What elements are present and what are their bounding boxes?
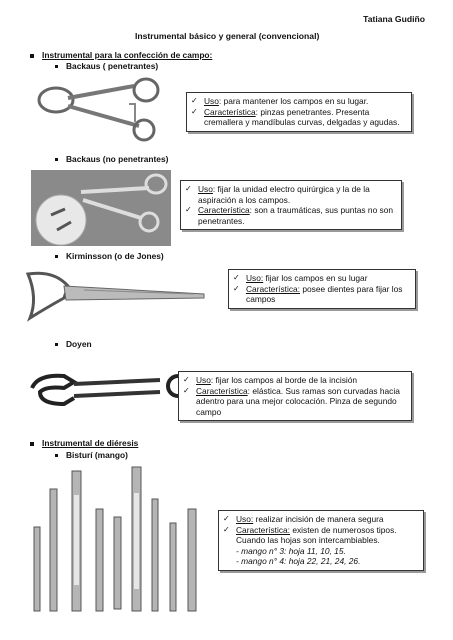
info-box-bisturi xyxy=(218,510,424,571)
checkmark-icon: ✓ xyxy=(223,514,230,523)
item-doyen xyxy=(55,339,92,349)
section-heading-dieresis xyxy=(30,438,138,448)
uso-text: : para mantener los campos en su lugar. xyxy=(218,96,369,106)
uso-label: Uso xyxy=(196,375,211,385)
uso-label: Uso xyxy=(198,184,213,194)
section-heading-text: Instrumental de diéresis xyxy=(42,438,139,448)
uso-label: Uso xyxy=(204,96,219,106)
checkmark-icon: ✓ xyxy=(185,205,192,214)
uso-text: : fijar los campos al borde de la incisión xyxy=(210,375,358,385)
bisturi-handles-image xyxy=(30,465,210,615)
item-name: Kirminsson (o de Jones) xyxy=(66,251,164,261)
uso-text: fijar los campos en su lugar xyxy=(263,273,368,283)
checkmark-icon: ✓ xyxy=(185,184,192,193)
item-bisturi xyxy=(55,450,128,460)
item-name: Bisturí (mango) xyxy=(66,450,128,460)
item-name: Doyen xyxy=(66,339,92,349)
square-bullet xyxy=(55,65,58,68)
info-box-backaus-penetrantes xyxy=(186,92,412,132)
item-name: Backaus ( penetrantes) xyxy=(66,61,159,71)
section-heading-text: Instrumental para la confección de campo: xyxy=(42,50,213,60)
caracteristica-label: Característica: xyxy=(246,283,300,294)
caracteristica-label: Característica xyxy=(198,205,250,215)
backaus-no-penetrantes-image xyxy=(31,170,171,246)
square-bullet xyxy=(55,255,58,258)
checkmark-icon: ✓ xyxy=(191,96,198,105)
square-bullet xyxy=(30,54,34,58)
checkmark-icon: ✓ xyxy=(233,273,240,282)
checkmark-icon: ✓ xyxy=(223,524,230,534)
item-name: Backaus (no penetrantes) xyxy=(66,154,169,164)
uso-label: Uso: xyxy=(246,273,264,283)
doyen-image xyxy=(28,370,194,412)
info-box-doyen xyxy=(178,371,412,421)
uso-text: realizar incisión de manera segura xyxy=(253,514,384,524)
info-box-kirminsson xyxy=(228,269,416,309)
checkmark-icon: ✓ xyxy=(233,283,240,293)
caracteristica-label: Característica xyxy=(204,106,256,117)
square-bullet xyxy=(30,442,34,446)
item-backaus-no-penetrantes xyxy=(55,154,168,164)
caracteristica-text: posee dientes para fijar los campos xyxy=(246,283,403,304)
mango-4-hojas: - mango n° 4: hoja 22, 21, 24, 26. xyxy=(236,556,361,566)
square-bullet xyxy=(55,343,58,346)
page-title: Instrumental básico y general (convencional) xyxy=(135,31,320,41)
section-heading-campo xyxy=(30,50,212,60)
caracteristica-text: existen de numerosos tipos. Cuando las hojas son intercambiables. xyxy=(236,524,397,545)
uso-text: : fijar la unidad electro quirúrgica y la de la aspiración a los campos. xyxy=(198,184,370,205)
caracteristica-text: : pinzas penetrantes. Presenta cremallera y mandíbulas curvas, delgadas y agudas. xyxy=(204,106,400,127)
mango-3-hojas: - mango n° 3: hoja 11, 10, 15. xyxy=(236,545,346,556)
caracteristica-label: Característica: xyxy=(236,524,290,535)
checkmark-icon: ✓ xyxy=(191,106,198,116)
item-backaus-penetrantes xyxy=(55,61,158,71)
item-kirminsson xyxy=(55,251,164,261)
checkmark-icon: ✓ xyxy=(183,375,190,384)
author-name: Tatiana Gudiño xyxy=(363,14,425,24)
caracteristica-text: : son a traumáticas, sus puntas no son penetrantes. xyxy=(198,205,394,226)
square-bullet xyxy=(55,158,58,161)
uso-label: Uso: xyxy=(236,514,254,524)
backaus-penetrantes-image xyxy=(34,76,164,148)
kirminsson-image xyxy=(24,268,210,322)
square-bullet xyxy=(55,454,58,457)
checkmark-icon: ✓ xyxy=(183,385,190,395)
info-box-backaus-no-penetrantes xyxy=(180,180,402,230)
caracteristica-label: Característica xyxy=(196,385,248,396)
caracteristica-text: : elástica. Sus ramas son curvadas hacia adentro para una mejor colocación. Pinza de segundo campo xyxy=(196,385,400,417)
